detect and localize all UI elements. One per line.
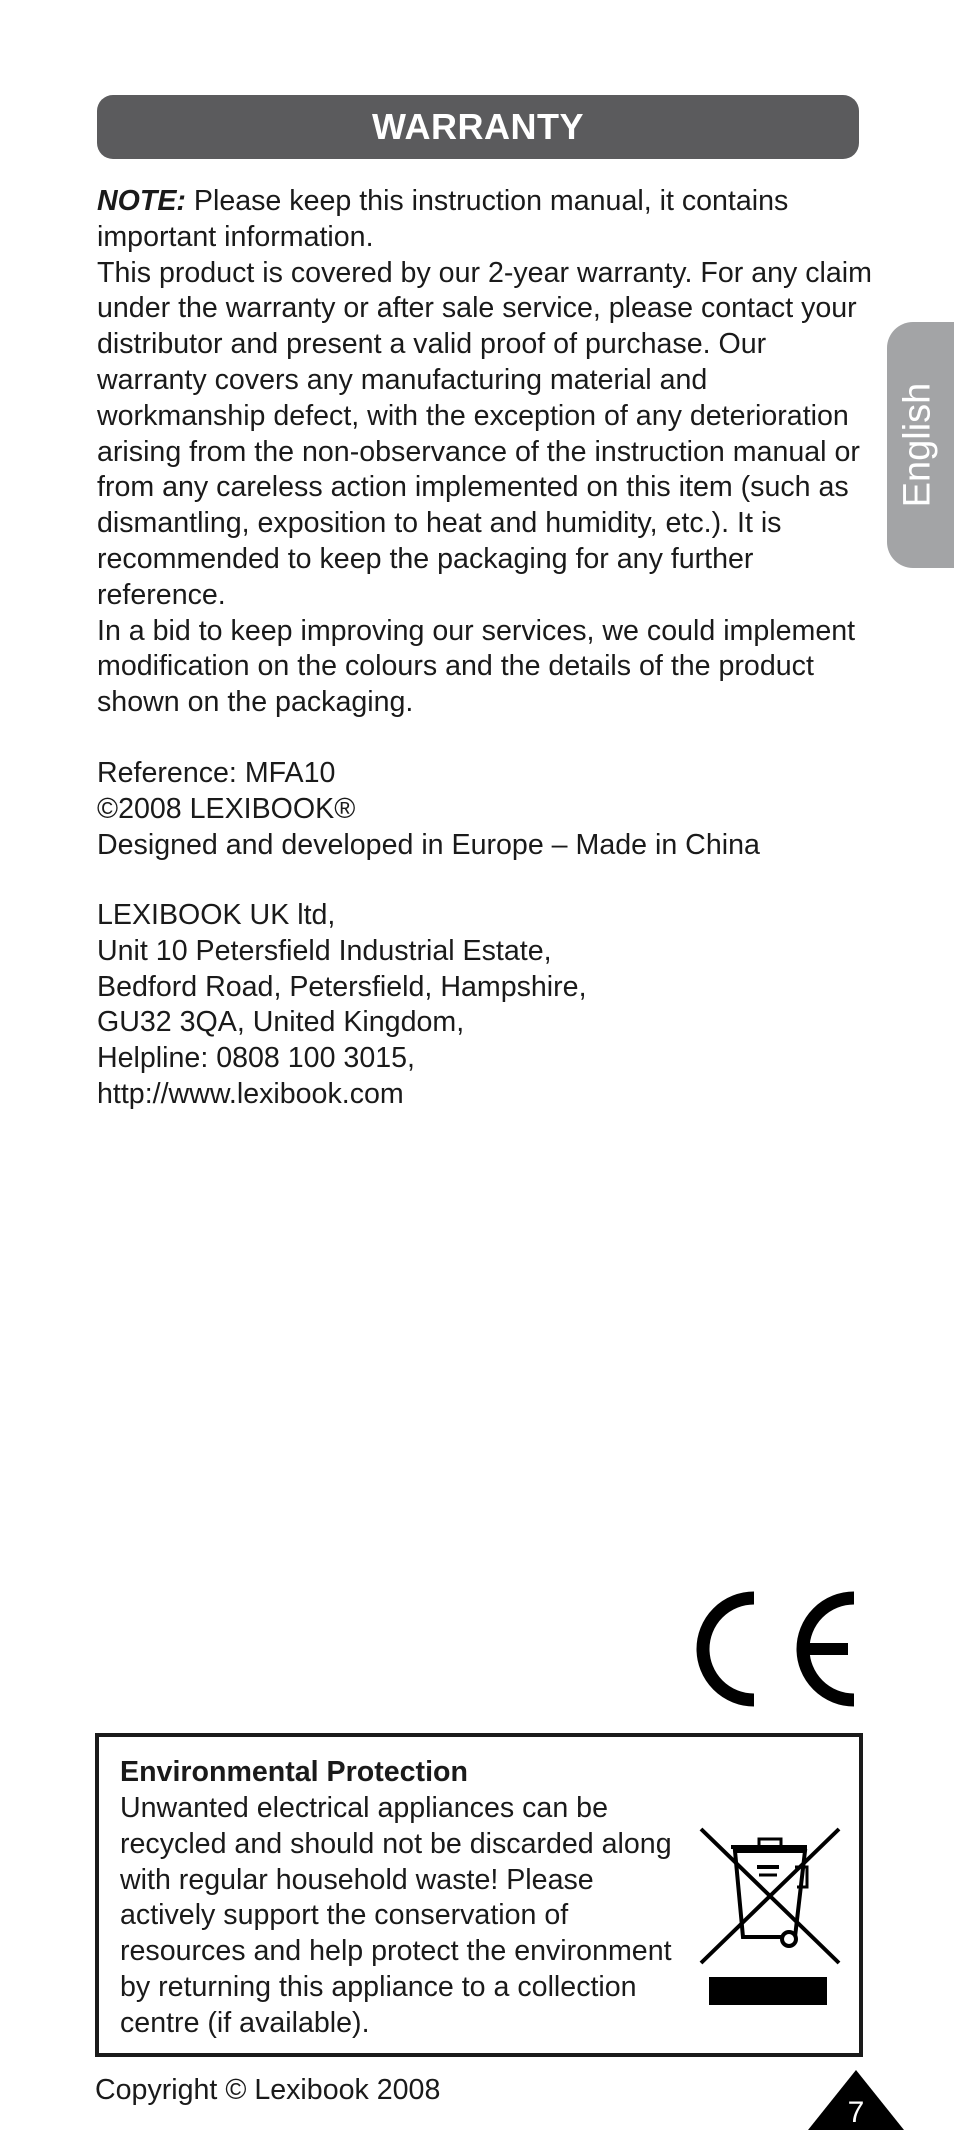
reference-line: Reference: MFA10 bbox=[97, 757, 336, 789]
language-tab bbox=[887, 322, 954, 568]
improvement-paragraph: In a bid to keep improving our services, we could implement modification on the colours and the details of the product shown on the packaging. bbox=[97, 614, 856, 719]
environment-title: Environmental Protection bbox=[120, 1756, 468, 1788]
copyright-line: ©2008 LEXIBOOK® bbox=[97, 792, 356, 825]
product-info bbox=[97, 756, 760, 863]
footer-copyright: Copyright © Lexibook 2008 bbox=[95, 2074, 441, 2106]
company-name: LEXIBOOK UK ltd, bbox=[97, 899, 336, 931]
company-address bbox=[97, 898, 587, 1113]
environmental-protection-box bbox=[95, 1733, 863, 2057]
origin-line: Designed and developed in Europe – Made in China bbox=[97, 828, 760, 861]
note-paragraph bbox=[97, 184, 877, 256]
warranty-header: WARRANTY bbox=[97, 95, 859, 159]
page-number: 7 bbox=[847, 2096, 865, 2129]
note-label: NOTE: bbox=[97, 185, 186, 217]
address-line-3: GU32 3QA, United Kingdom, bbox=[97, 1006, 465, 1039]
language-tab-label: English bbox=[896, 382, 939, 508]
environment-text: Unwanted electrical appliances can be recycled and should not be discarded along with regular household waste! Please actively support the conservation of resources and help protect the environment by returning this appliance to a collection centre (if available). bbox=[120, 1792, 672, 2039]
ce-mark-icon bbox=[684, 1585, 860, 1713]
website-link[interactable]: http://www.lexibook.com bbox=[97, 1077, 404, 1110]
helpline: Helpline: 0808 100 3015, bbox=[97, 1042, 415, 1075]
address-line-1: Unit 10 Petersfield Industrial Estate, bbox=[97, 934, 552, 967]
address-line-2: Bedford Road, Petersfield, Hampshire, bbox=[97, 970, 587, 1003]
warranty-body bbox=[97, 184, 877, 721]
crossed-out-wheelie-bin-icon bbox=[697, 1827, 843, 2007]
note-text: Please keep this instruction manual, it contains important information. bbox=[97, 185, 789, 253]
warranty-paragraph: This product is covered by our 2-year warranty. For any claim under the warranty or after sale service, please contact your distributor and present a valid proof of purchase. Our warranty covers any manufacturing material and workmanship defect, with the exception of any deterioration arising from the non-observance of the instruction manual or from any careless action implemented on this item (such as dismantling, exposition to heat and humidity, etc.). It is recommended to keep the packaging for any further reference. bbox=[97, 256, 872, 611]
